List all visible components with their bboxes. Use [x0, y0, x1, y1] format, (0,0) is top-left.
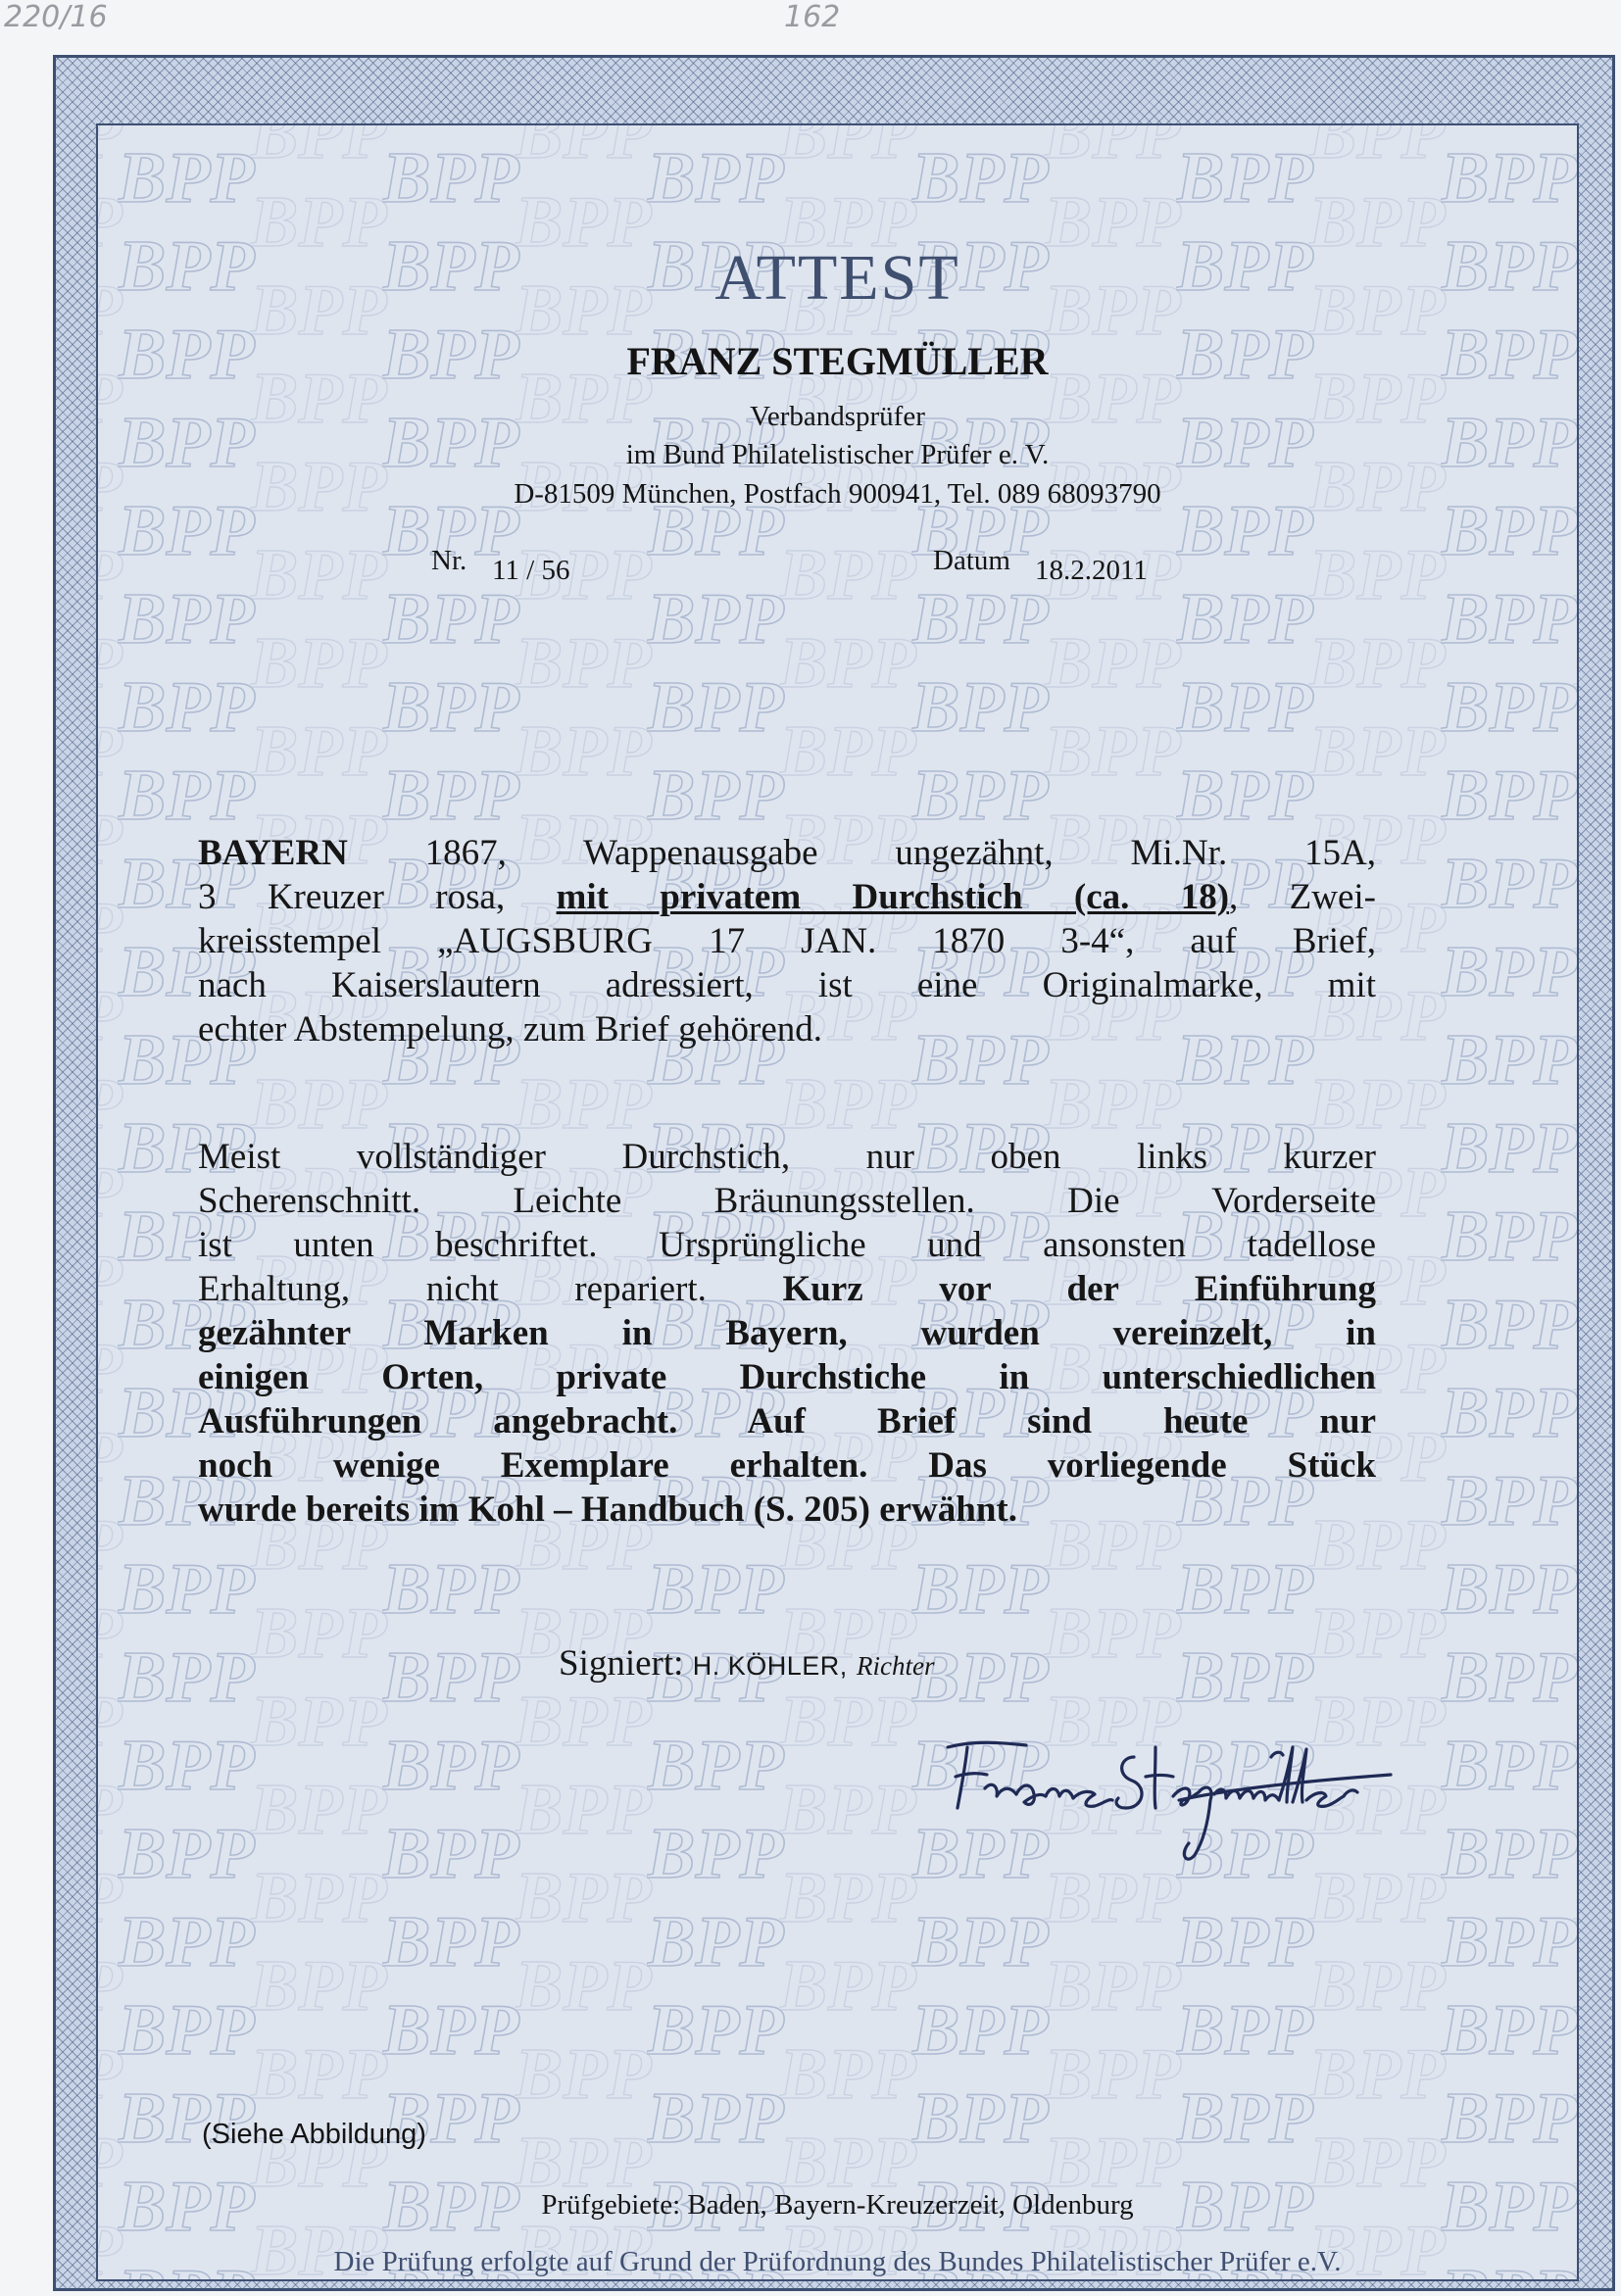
description-paragraph: [198, 831, 1376, 1051]
text-line: Scherenschnitt. Leichte Bräunungsstellen. Die Vorderseite: [198, 1181, 1376, 1221]
text-span: 3 Kreuzer rosa,: [198, 877, 557, 917]
pencil-note-center: 162: [784, 0, 841, 34]
signed-label: Signiert:: [559, 1643, 684, 1684]
bold-text: noch wenige Exemplare erhalten. Das vorliegende Stück: [198, 1445, 1376, 1486]
examiner-role: Verbandsprüfer: [750, 401, 925, 432]
examiner-address: D-81509 München, Postfach 900941, Tel. 089 68093790: [514, 478, 1161, 510]
handwritten-signature: [938, 1718, 1399, 1865]
bold-text: einigen Orten, private Durchstiche in unterschiedlichen: [198, 1357, 1376, 1397]
signed-line: [559, 1642, 934, 1685]
text-line: kreisstempel „AUGSBURG 17 JAN. 1870 3-4“, auf Brief,: [198, 921, 1376, 961]
examiner-organization: im Bund Philatelistischer Prüfer e. V.: [625, 439, 1050, 470]
bold-text: gezähnter Marken in Bayern, wurden vereinzelt, in: [198, 1313, 1376, 1353]
text-line: [198, 1488, 1376, 1532]
text-line: [198, 831, 1376, 875]
text-line: nach Kaiserslautern adressiert, ist eine Originalmarke, mit: [198, 965, 1376, 1005]
bold-text: Kurz vor der Einführung: [782, 1269, 1376, 1309]
text-line: ist unten beschriftet. Ursprüngliche und ansonsten tadellose: [198, 1225, 1376, 1265]
certificate-panel: [96, 123, 1579, 2281]
signed-by-stamp: H. KÖHLER,: [692, 1651, 848, 1681]
text-span: Erhaltung, nicht repariert.: [198, 1269, 783, 1309]
text-span: , Zwei-: [1229, 877, 1376, 917]
text-line: [198, 1443, 1376, 1488]
see-image-note: (Siehe Abbildung): [202, 2119, 426, 2150]
bold-text: wurde bereits im Kohl – Handbuch (S. 205) erwähnt.: [198, 1490, 1017, 1530]
text-line: echter Abstempelung, zum Brief gehörend.: [198, 1009, 823, 1050]
certificate-number: 11 / 56: [492, 555, 570, 586]
certificate-title: ATTEST: [714, 242, 960, 314]
number-label: Nr.: [431, 545, 467, 576]
certificate-date: 18.2.2011: [1035, 555, 1148, 586]
examiner-name: FRANZ STEGMÜLLER: [626, 339, 1049, 383]
pencil-note-left: 220/16: [4, 0, 108, 34]
text-line: [198, 1399, 1376, 1443]
signed-role: Richter: [857, 1651, 935, 1681]
highlight-perforation: mit privatem Durchstich (ca. 18): [556, 877, 1230, 917]
text-line: Meist vollständiger Durchstich, nur oben links kurzer: [198, 1137, 1376, 1177]
text-line: [198, 1267, 1376, 1311]
text-line: [198, 1311, 1376, 1355]
text-line: [198, 875, 1376, 919]
text-line: [198, 1355, 1376, 1399]
date-label: Datum: [933, 545, 1010, 576]
footer-statement: Die Prüfung erfolgte auf Grund der Prüfordnung des Bundes Philatelistischer Prüfer e.V.: [333, 2246, 1342, 2277]
condition-paragraph: [198, 1135, 1376, 1532]
text-span: 1867, Wappenausgabe ungezähnt, Mi.Nr. 15A,: [347, 833, 1376, 873]
country-name: BAYERN: [198, 833, 348, 873]
examination-areas: Prüfgebiete: Baden, Bayern-Kreuzerzeit, Oldenburg: [541, 2189, 1134, 2221]
bold-text: Ausführungen angebracht. Auf Brief sind heute nur: [198, 1401, 1376, 1441]
